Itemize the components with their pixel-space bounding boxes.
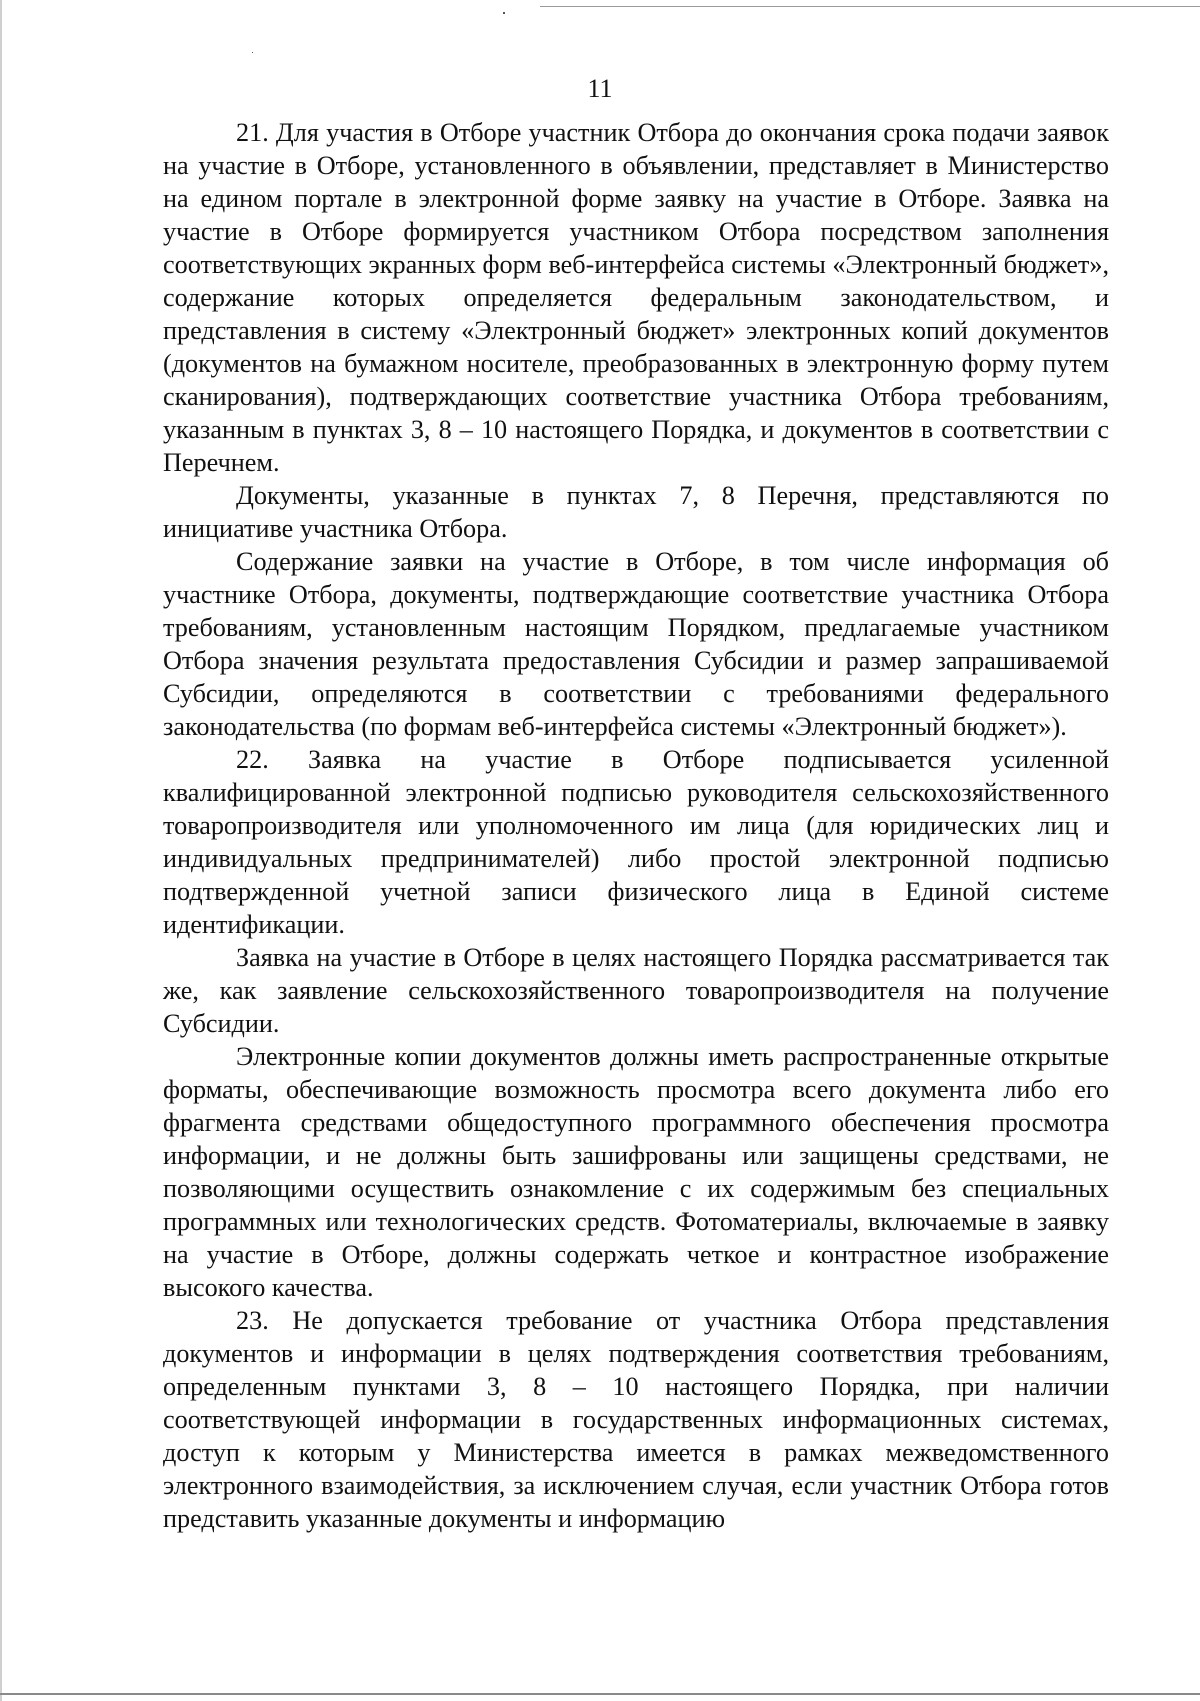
document-body bbox=[163, 116, 1109, 1535]
paragraph-23: 23. Не допускается требование от участника Отбора представления документов и информации в целях подтверждения соответствия требованиям, определенным пунктами 3, 8 – 10 настоящего Порядка, при наличии соответствующей информации в государственных информационных системах, доступ к которым у Министерства имеется в рамках межведомственного электронного взаимодействия, за исключением случая, если участник Отбора готов представить указанные документы и информацию bbox=[163, 1306, 1109, 1533]
scan-line-top bbox=[540, 6, 1200, 7]
scan-speck bbox=[503, 12, 505, 14]
scan-edge-left bbox=[0, 0, 2, 1701]
scan-speck bbox=[252, 52, 253, 53]
page-number: 11 bbox=[587, 74, 613, 103]
paragraph-22: 22. Заявка на участие в Отборе подписывается усиленной квалифицированной электронной подписью руководителя сельскохозяйственного товаропроизводителя или уполномоченного им лица (для юридических лиц и индивидуальных предпринимателей) либо простой электронной подписью подтвержденной учетной записи физического лица в Единой системе идентификации. bbox=[163, 745, 1109, 939]
scan-line-bottom bbox=[0, 1693, 1200, 1695]
paragraph-21: 21. Для участия в Отборе участник Отбора до окончания срока подачи заявок на участие в Отборе, установленного в объявлении, представляет в Министерство на едином портале в электронной форме заявку на участие в Отборе. Заявка на участие в Отборе формируется участником Отбора посредством заполнения соответствующих экранных форм веб-интерфейса системы «Электронный бюджет», содержание которых определяется федеральным законодательством, и представления в систему «Электронный бюджет» электронных копий документов (документов на бумажном носителе, преобразованных в электронную форму путем сканирования), подтверждающих соответствие участника Отбора требованиям, указанным в пунктах 3, 8 – 10 настоящего Порядка, и документов в соответствии с Перечнем. bbox=[163, 118, 1109, 477]
paragraph-electronic-copies: Электронные копии документов должны иметь распространенные открытые форматы, обеспечивающие возможность просмотра всего документа либо его фрагмента средствами общедоступного программного обеспечения просмотра информации, и не должны быть зашифрованы или защищены средствами, не позволяющими осуществить ознакомление с их содержимым без специальных программных или технологических средств. Фотоматериалы, включаемые в заявку на участие в Отборе, должны содержать четкое и контрастное изображение высокого качества. bbox=[163, 1042, 1109, 1302]
paragraph-documents-list: Документы, указанные в пунктах 7, 8 Перечня, представляются по инициативе участника Отбора. bbox=[163, 481, 1109, 543]
paragraph-application-content: Содержание заявки на участие в Отборе, в том числе информация об участнике Отбора, документы, подтверждающие соответствие участника Отбора требованиям, установленным настоящим Порядком, предлагаемые участником Отбора значения результата предоставления Субсидии и размер запрашиваемой Субсидии, определяются в соответствии с требованиями федерального законодательства (по формам веб-интерфейса системы «Электронный бюджет»). bbox=[163, 547, 1109, 741]
paragraph-application-considered: Заявка на участие в Отборе в целях настоящего Порядка рассматривается так же, как заявление сельскохозяйственного товаропроизводителя на получение Субсидии. bbox=[163, 943, 1109, 1038]
